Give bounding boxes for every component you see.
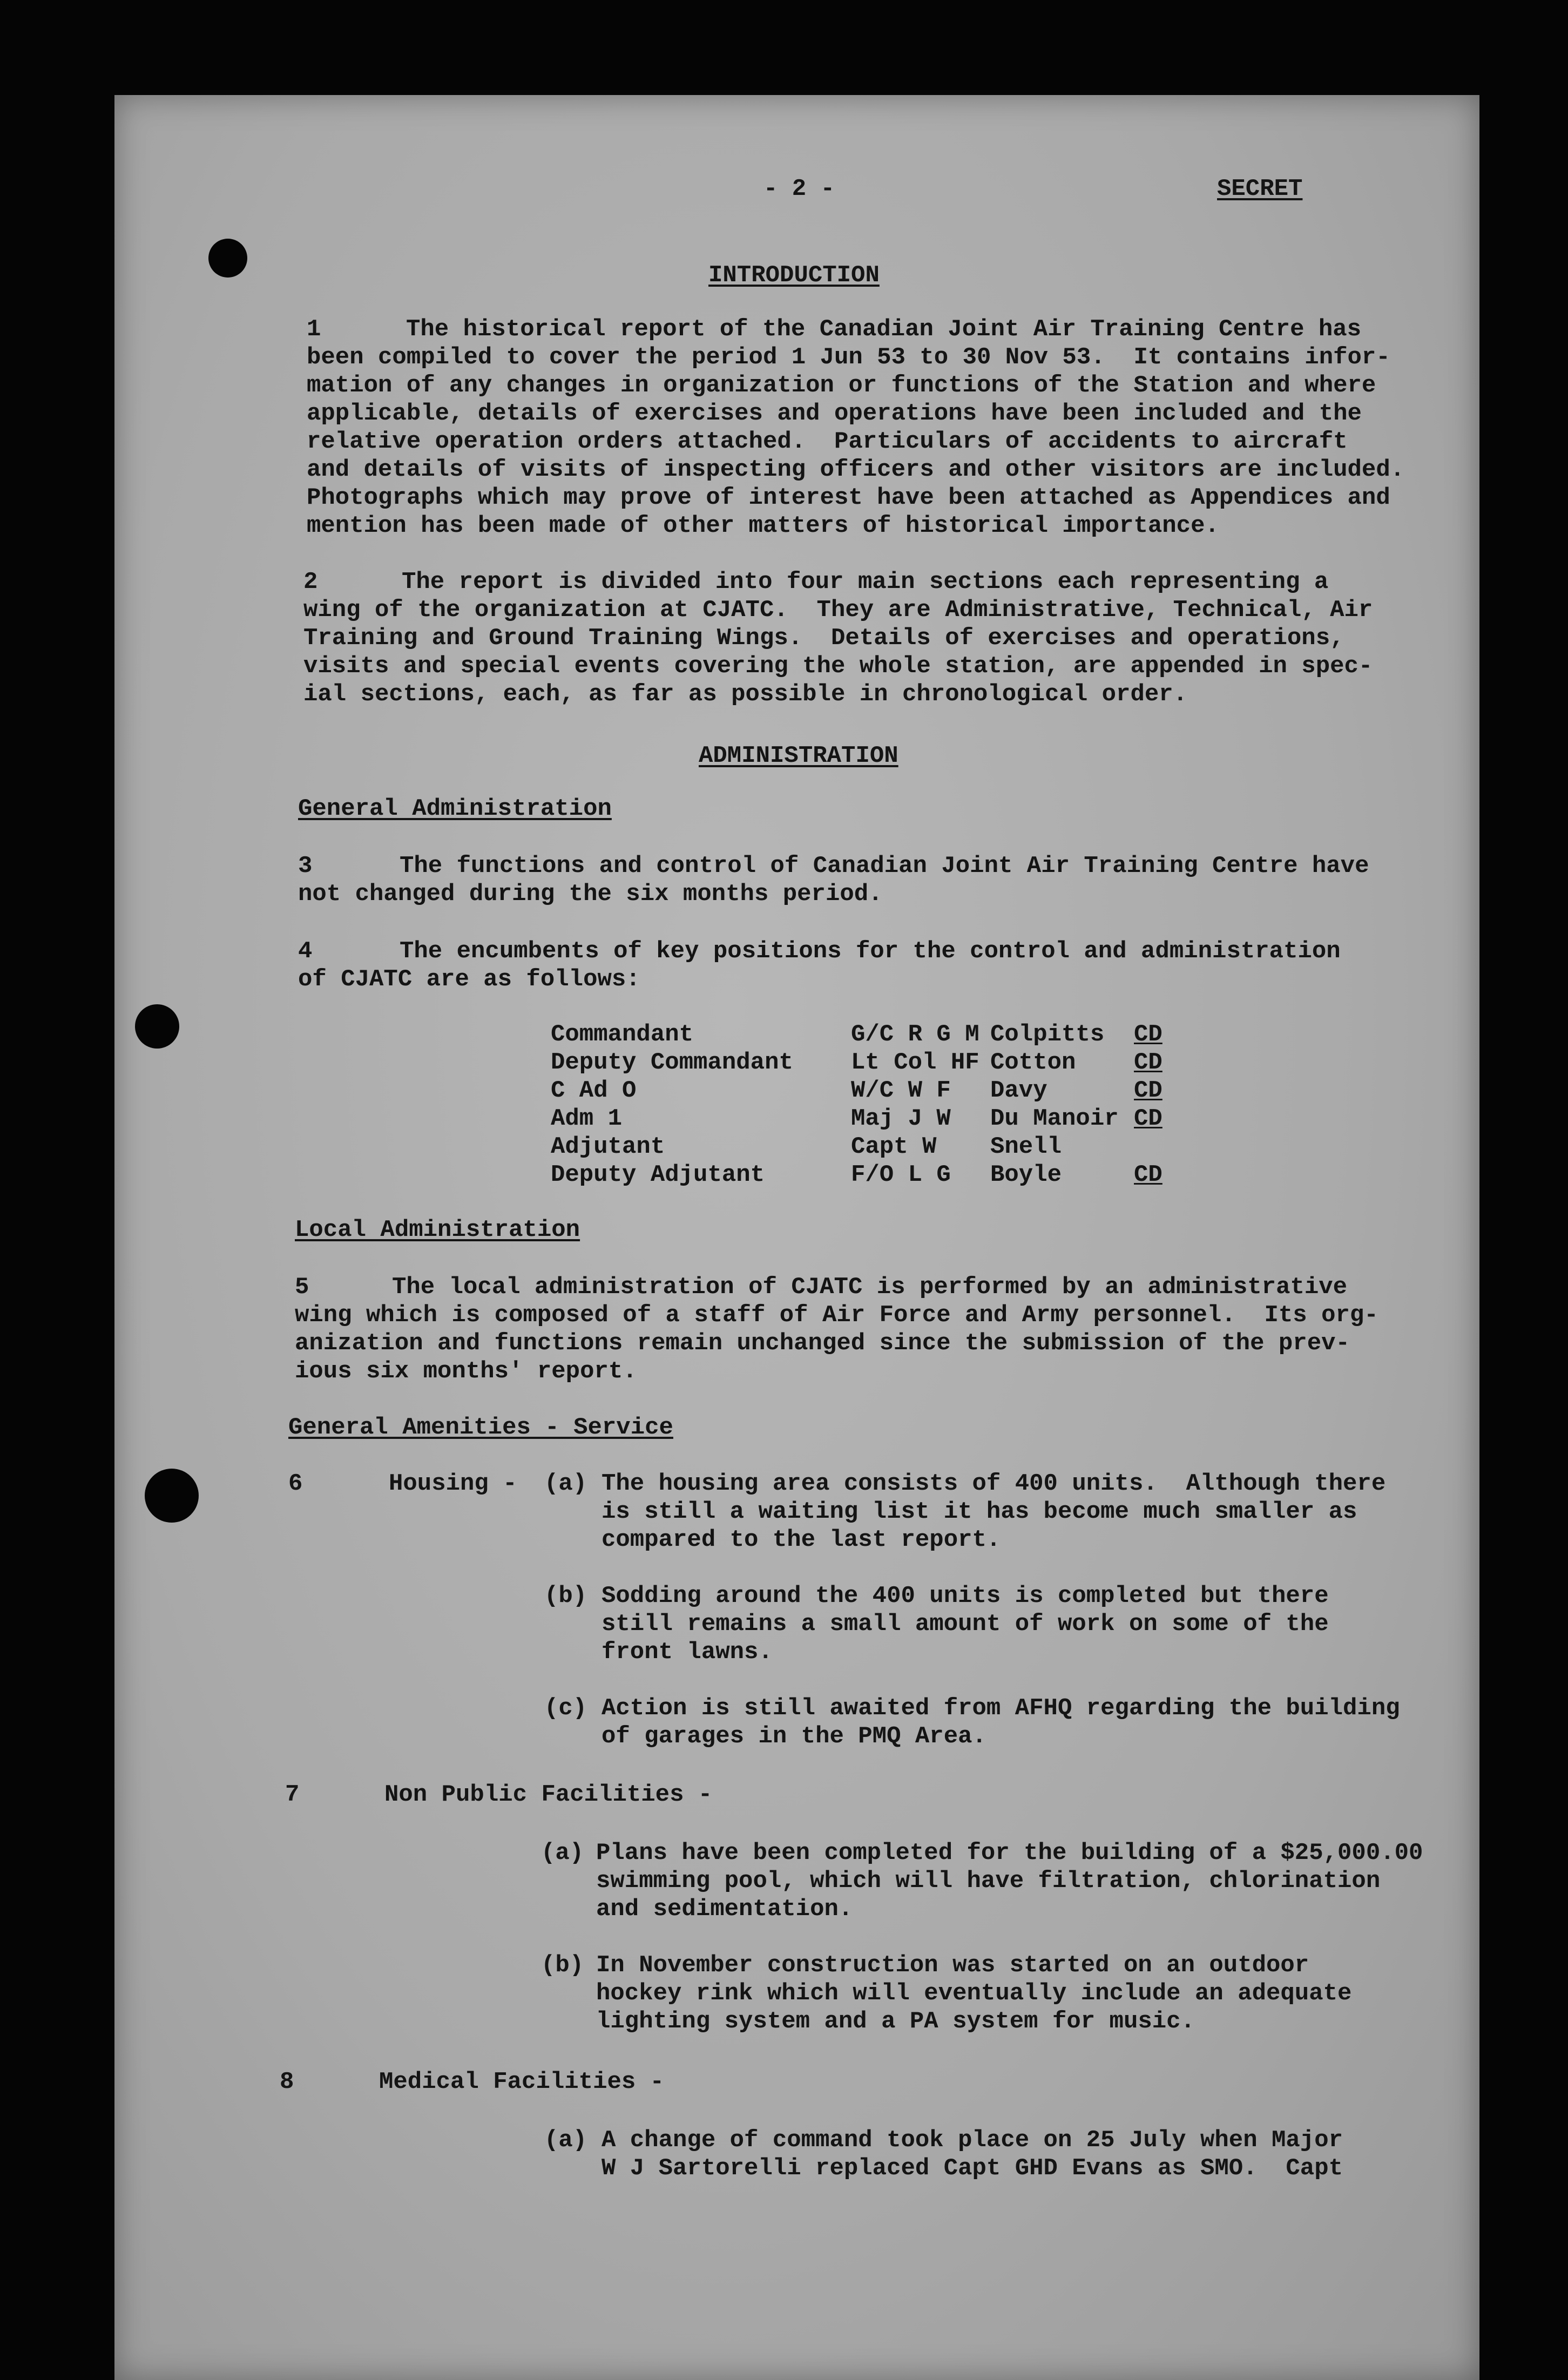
- para-3-line: The functions and control of Canadian Joint Air Training Centre have: [400, 853, 1369, 880]
- item-6b-line: Sodding around the 400 units is completed but there: [601, 1583, 1329, 1610]
- item-8-title: Medical Facilities -: [379, 2068, 665, 2095]
- para-5-line: anization and functions remain unchanged since the submission of the prev-: [295, 1330, 1350, 1357]
- position-title: Adm 1: [551, 1105, 623, 1132]
- para-1-line: and details of visits of inspecting officers and other visitors are included.: [307, 456, 1405, 483]
- position-rank: Maj J W: [851, 1105, 951, 1132]
- item-6-number: 6: [288, 1470, 303, 1497]
- para-1-number: 1: [307, 316, 321, 343]
- item-6c-line: Action is still awaited from AFHQ regarding the building: [601, 1695, 1400, 1722]
- para-2-line: ial sections, each, as far as possible in chronological order.: [303, 681, 1188, 708]
- position-rank: F/O L G: [851, 1161, 951, 1188]
- introduction-heading: INTRODUCTION: [708, 262, 880, 289]
- item-6b-line: still remains a small amount of work on some of the: [601, 1611, 1329, 1638]
- item-7-title: Non Public Facilities -: [384, 1781, 713, 1808]
- para-2-line: Training and Ground Training Wings. Details of exercises and operations,: [303, 625, 1344, 652]
- item-8-number: 8: [280, 2068, 294, 2095]
- para-1-line: Photographs which may prove of interest have been attached as Appendices and: [307, 484, 1390, 511]
- para-1-line: mation of any changes in organization or functions of the Station and where: [307, 372, 1376, 399]
- para-3-line: not changed during the six months period.: [298, 881, 883, 908]
- classification-label: SECRET: [1217, 175, 1303, 202]
- position-name: Colpitts: [990, 1021, 1105, 1048]
- position-name: Snell: [990, 1133, 1062, 1160]
- item-8a-line: W J Sartorelli replaced Capt GHD Evans as SMO. Capt: [601, 2155, 1343, 2182]
- item-8a-letter: (a): [544, 2127, 587, 2154]
- page-number: - 2 -: [763, 175, 835, 202]
- item-7a-line: and sedimentation.: [596, 1896, 853, 1923]
- para-1-line: been compiled to cover the period 1 Jun 53 to 30 Nov 53. It contains infor-: [307, 344, 1390, 371]
- item-7a-letter: (a): [541, 1840, 584, 1867]
- position-title: C Ad O: [551, 1077, 637, 1104]
- item-6a-line: compared to the last report.: [601, 1526, 1001, 1553]
- para-2-line: visits and special events covering the whole station, are appended in spec-: [303, 653, 1373, 680]
- item-7b-line: In November construction was started on an outdoor: [596, 1952, 1309, 1979]
- para-2-line: The report is divided into four main sections each representing a: [402, 569, 1329, 596]
- item-6c-letter: (c): [544, 1695, 587, 1722]
- para-1-line: applicable, details of exercises and operations have been included and the: [307, 400, 1362, 427]
- position-award: CD: [1134, 1077, 1163, 1104]
- item-6b-letter: (b): [544, 1583, 587, 1610]
- para-4-line: The encumbents of key positions for the control and administration: [400, 938, 1341, 965]
- item-8a-line: A change of command took place on 25 July when Major: [601, 2127, 1343, 2154]
- item-7b-line: lighting system and a PA system for music.: [596, 2008, 1195, 2035]
- position-name: Cotton: [990, 1049, 1076, 1076]
- item-7a-line: swimming pool, which will have filtration, chlorination: [596, 1868, 1381, 1895]
- administration-heading: ADMINISTRATION: [699, 742, 898, 769]
- position-name: Davy: [990, 1077, 1047, 1104]
- para-1-line: mention has been made of other matters of historical importance.: [307, 512, 1219, 539]
- position-title: Adjutant: [551, 1133, 665, 1160]
- item-7b-line: hockey rink which will eventually include an adequate: [596, 1980, 1352, 2007]
- position-title: Deputy Commandant: [551, 1049, 793, 1076]
- item-7-number: 7: [285, 1781, 300, 1808]
- item-6a-line: The housing area consists of 400 units. Although there: [601, 1470, 1386, 1497]
- para-3-number: 3: [298, 853, 313, 880]
- item-6a-letter: (a): [544, 1470, 587, 1497]
- position-award: CD: [1134, 1105, 1163, 1132]
- para-4-line: of CJATC are as follows:: [298, 966, 640, 993]
- position-rank: G/C R G M: [851, 1021, 979, 1048]
- position-name: Boyle: [990, 1161, 1062, 1188]
- para-5-line: wing which is composed of a staff of Air Force and Army personnel. Its org-: [295, 1302, 1378, 1329]
- position-award: CD: [1134, 1161, 1163, 1188]
- item-7a-line: Plans have been completed for the building of a $25,000.00: [596, 1840, 1423, 1867]
- position-rank: W/C W F: [851, 1077, 951, 1104]
- position-title: Commandant: [551, 1021, 694, 1048]
- position-rank: Lt Col HF: [851, 1049, 979, 1076]
- position-name: Du Manoir: [990, 1105, 1119, 1132]
- para-2-line: wing of the organization at CJATC. They are Administrative, Technical, Air: [303, 597, 1373, 624]
- general-amenities-heading: General Amenities - Service: [288, 1414, 673, 1441]
- para-5-line: The local administration of CJATC is performed by an administrative: [392, 1274, 1348, 1301]
- position-title: Deputy Adjutant: [551, 1161, 765, 1188]
- position-award: CD: [1134, 1021, 1163, 1048]
- general-administration-heading: General Administration: [298, 795, 612, 822]
- item-6a-line: is still a waiting list it has become much smaller as: [601, 1498, 1357, 1525]
- para-1-line: The historical report of the Canadian Joint Air Training Centre has: [406, 316, 1362, 343]
- item-6-title: Housing -: [389, 1470, 517, 1497]
- para-2-number: 2: [303, 569, 318, 596]
- item-6c-line: of garages in the PMQ Area.: [601, 1723, 986, 1750]
- para-1-line: relative operation orders attached. Particulars of accidents to aircraft: [307, 428, 1348, 455]
- position-rank: Capt W: [851, 1133, 937, 1160]
- para-5-line: ious six months' report.: [295, 1358, 637, 1385]
- position-award: CD: [1134, 1049, 1163, 1076]
- local-administration-heading: Local Administration: [295, 1216, 580, 1243]
- item-7b-letter: (b): [541, 1952, 584, 1979]
- para-4-number: 4: [298, 938, 313, 965]
- para-5-number: 5: [295, 1274, 309, 1301]
- item-6b-line: front lawns.: [601, 1639, 773, 1666]
